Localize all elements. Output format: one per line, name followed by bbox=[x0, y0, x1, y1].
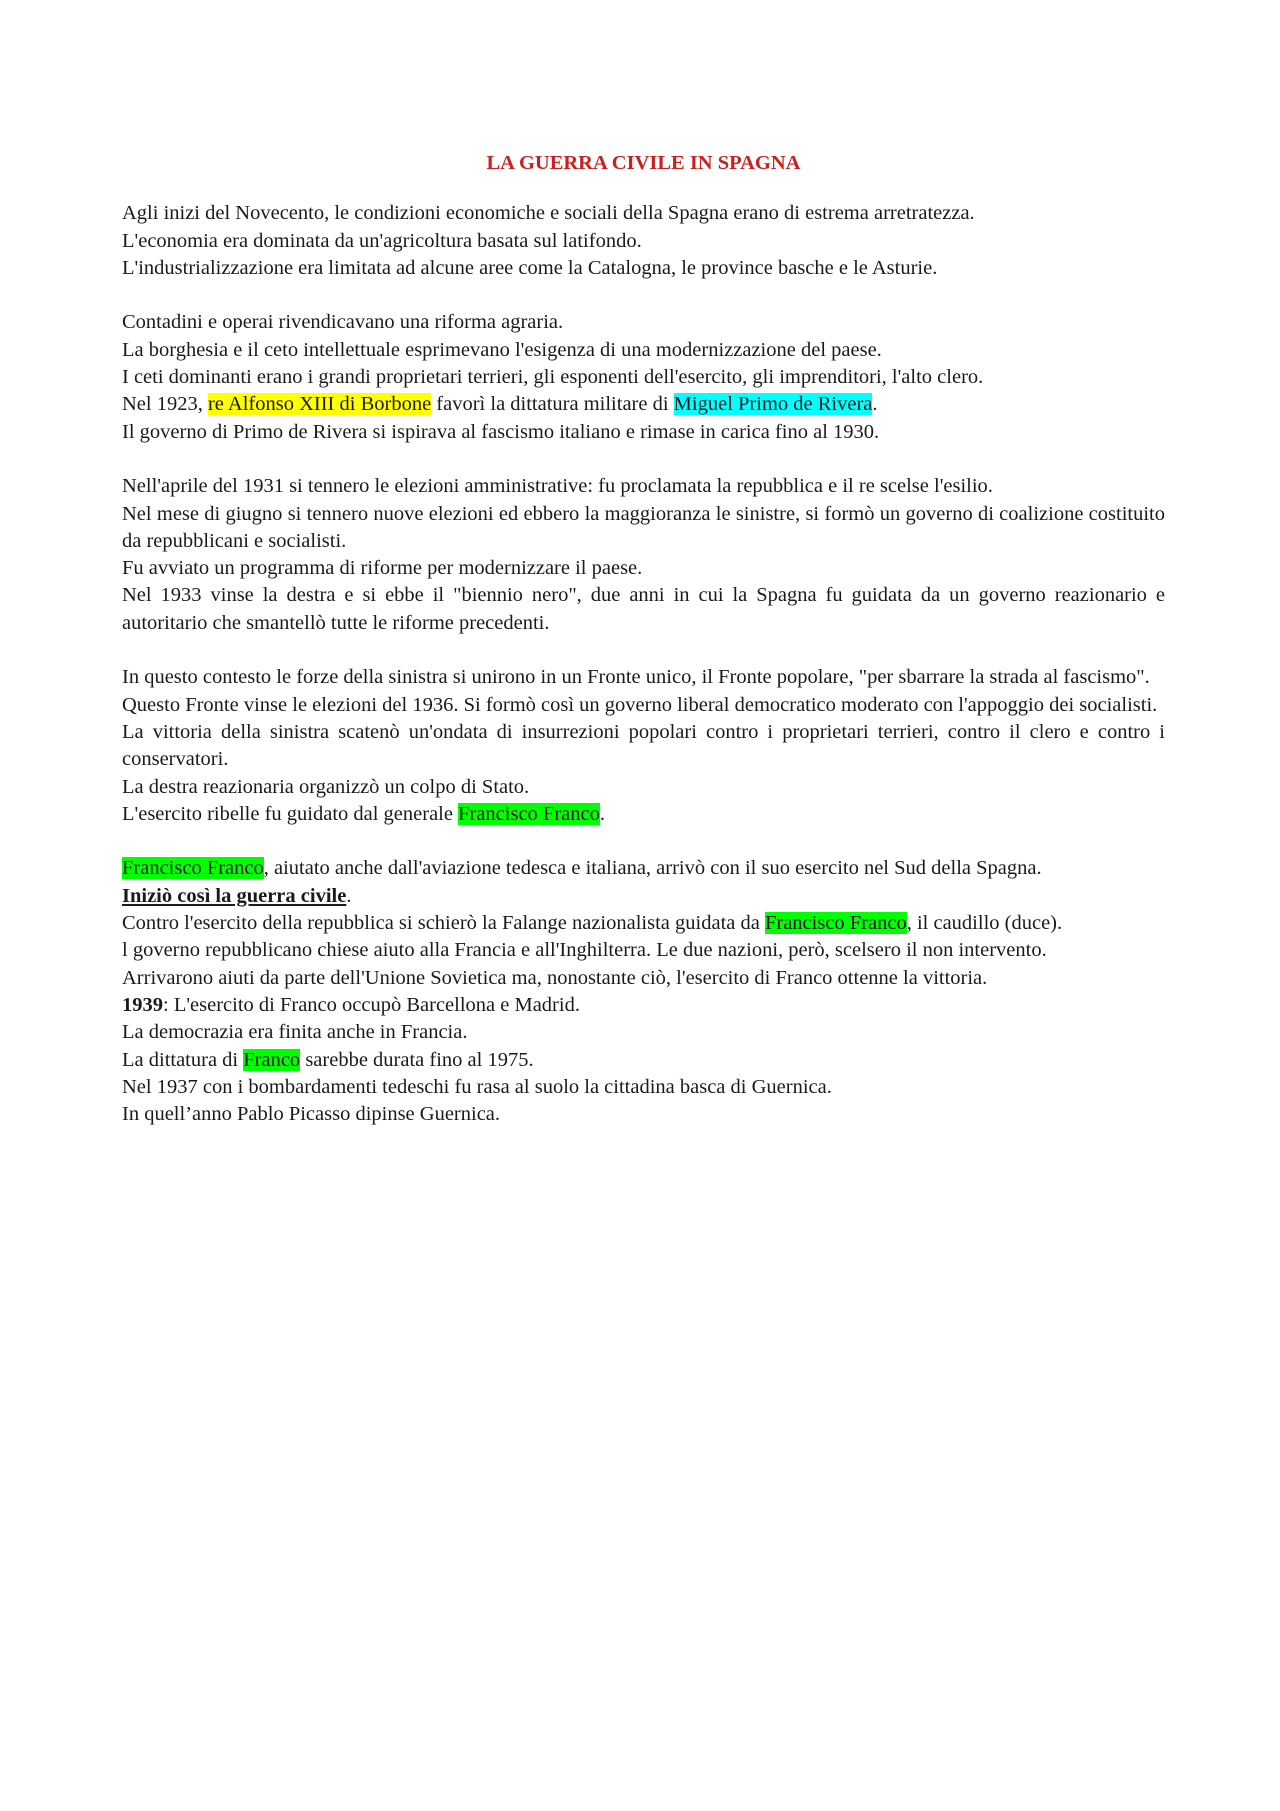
text-run: Contro l'esercito della repubblica si schierò la Falange nazionalista guidata da bbox=[122, 912, 765, 935]
text-run: sarebbe durata fino al 1975. bbox=[300, 1048, 534, 1071]
highlight-franco: Francisco Franco bbox=[458, 802, 600, 825]
highlight-alfonso: re Alfonso XIII di Borbone bbox=[207, 393, 432, 416]
text-line bbox=[122, 910, 1165, 937]
text-run: L'esercito ribelle fu guidato dal generale bbox=[122, 802, 459, 825]
text-line: In quell’anno Pablo Picasso dipinse Guernica. bbox=[122, 1103, 501, 1126]
highlight-franco: Francisco Franco bbox=[122, 857, 264, 880]
paragraph-intro bbox=[122, 200, 1165, 282]
text-line bbox=[122, 855, 1165, 882]
text-run: La dittatura di bbox=[122, 1048, 244, 1071]
text-line bbox=[122, 391, 1165, 418]
text-run: Nel 1923, bbox=[122, 393, 208, 416]
text-run: . bbox=[599, 802, 605, 825]
text-line: La destra reazionaria organizzò un colpo di Stato. bbox=[122, 775, 530, 798]
text-line: Agli inizi del Novecento, le condizioni economiche e sociali della Spagna erano di estrema arretratezza. bbox=[122, 202, 975, 225]
text-line: Nell'aprile del 1931 si tennero le elezioni amministrative: fu proclamata la repubblica e il re scelse l'esilio. bbox=[122, 475, 993, 498]
page-title: LA GUERRA CIVILE IN SPAGNA bbox=[486, 152, 801, 174]
text-line: Nel mese di giugno si tennero nuove elezioni ed ebbero la maggioranza le sinistre, si formò un governo di coalizione costituito da repubblicani e socialisti. bbox=[122, 502, 1165, 552]
document-page bbox=[122, 150, 1165, 1128]
bold-year: 1939 bbox=[122, 993, 163, 1016]
text-run: . bbox=[872, 393, 878, 416]
text-line: I ceti dominanti erano i grandi proprietari terrieri, gli esponenti dell'esercito, gli imprenditori, l'alto clero. bbox=[122, 366, 984, 389]
text-line: La borghesia e il ceto intellettuale esprimevano l'esigenza di una modernizzazione del paese. bbox=[122, 338, 882, 361]
text-line: La vittoria della sinistra scatenò un'ondata di insurrezioni popolari contro i proprietari terrieri, contro il clero e contro i conservatori. bbox=[122, 720, 1165, 771]
text-line: Il governo di Primo de Rivera si ispirava al fascismo italiano e rimase in carica fino al 1930. bbox=[122, 420, 880, 443]
paragraph-popular-front bbox=[122, 664, 1165, 828]
bold-underlined-text: Iniziò così la guerra civile bbox=[122, 884, 347, 907]
paragraph-republic bbox=[122, 473, 1165, 637]
text-run: , il caudillo (duce). bbox=[906, 912, 1063, 935]
paragraph-civil-war bbox=[122, 855, 1165, 1128]
text-run: favorì la dittatura militare di bbox=[431, 393, 674, 416]
text-line: l governo repubblicano chiese aiuto alla Francia e all'Inghilterra. Le due nazioni, però, scelsero il non intervento. bbox=[122, 939, 1047, 962]
text-line: Arrivarono aiuti da parte dell'Unione Sovietica ma, nonostante ciò, l'esercito di Franco ottenne la vittoria. bbox=[122, 966, 988, 989]
highlight-primo-de-rivera: Miguel Primo de Rivera bbox=[673, 393, 873, 416]
text-line: Contadini e operai rivendicavano una riforma agraria. bbox=[122, 311, 564, 334]
text-run: , aiutato anche dall'aviazione tedesca e italiana, arrivò con il suo esercito nel Sud della Spagna. bbox=[263, 857, 1042, 880]
text-line: In questo contesto le forze della sinistra si unirono in un Fronte unico, il Fronte popolare, "per sbarrare la strada al fascismo". bbox=[122, 666, 1150, 689]
text-line: Nel 1933 vinse la destra e si ebbe il "biennio nero", due anni in cui la Spagna fu guidata da un governo reazionario e autoritario che smantellò tutte le riforme precedenti. bbox=[122, 584, 1165, 634]
text-run: . bbox=[346, 884, 352, 907]
text-line bbox=[122, 883, 1165, 910]
text-line bbox=[122, 992, 1165, 1019]
text-line: L'economia era dominata da un'agricoltura basata sul latifondo. bbox=[122, 229, 642, 252]
text-run: : L'esercito di Franco occupò Barcellona e Madrid. bbox=[163, 993, 580, 1016]
text-line: Nel 1937 con i bombardamenti tedeschi fu rasa al suolo la cittadina basca di Guernica. bbox=[122, 1075, 832, 1098]
text-line bbox=[122, 1047, 1165, 1074]
text-line: Questo Fronte vinse le elezioni del 1936. Si formò così un governo liberal democratico moderato con l'appoggio dei socialisti. bbox=[122, 693, 1158, 716]
highlight-franco: Francisco Franco bbox=[764, 912, 907, 935]
highlight-franco: Franco bbox=[243, 1048, 301, 1071]
text-line: Fu avviato un programma di riforme per modernizzare il paese. bbox=[122, 557, 643, 580]
text-line: La democrazia era finita anche in Francia. bbox=[122, 1021, 468, 1044]
paragraph-social-classes bbox=[122, 309, 1165, 445]
text-line bbox=[122, 801, 1165, 828]
text-line: L'industrializzazione era limitata ad alcune aree come la Catalogna, le province basche e le Asturie. bbox=[122, 256, 938, 279]
